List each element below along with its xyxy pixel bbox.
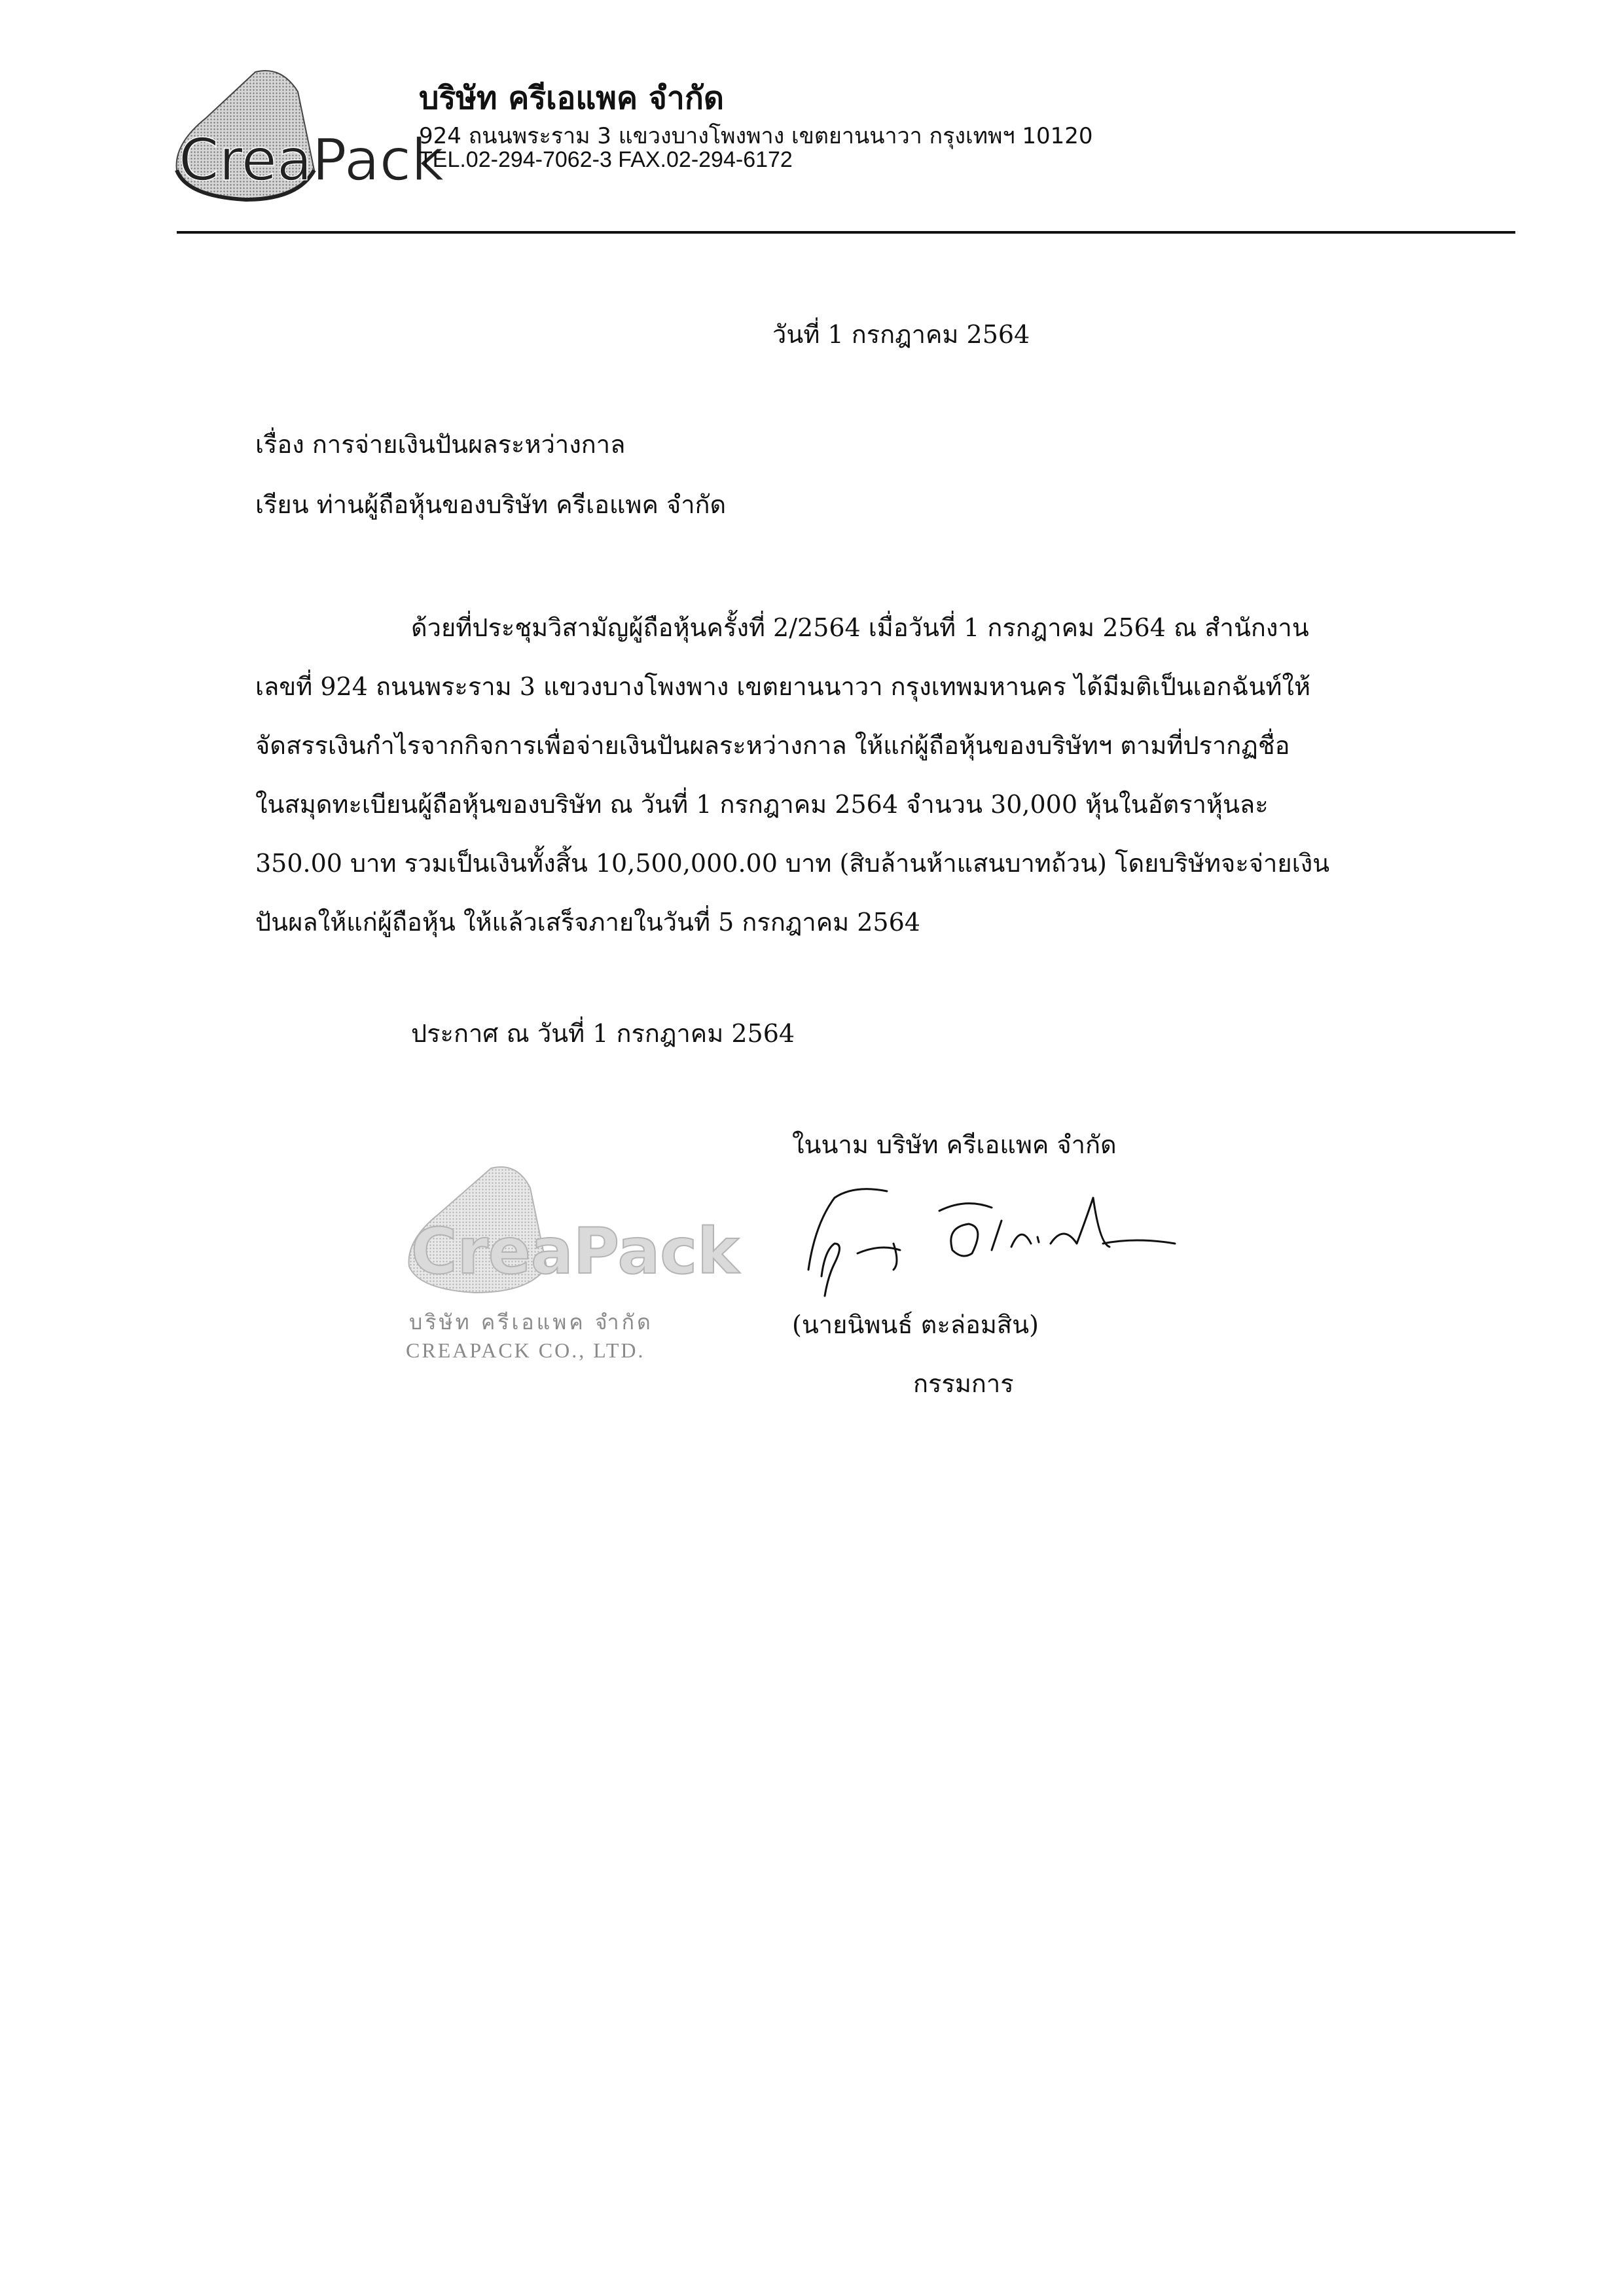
- letter-subject: เรื่อง การจ่ายเงินปันผลระหว่างกาล: [255, 430, 626, 459]
- signer-name: (นายนิพนธ์ ตะล่อมสิน): [792, 1310, 1039, 1339]
- stamp-english-name: CREAPACK CO., LTD.: [406, 1338, 645, 1362]
- letter-recipient: เรียน ท่านผู้ถือหุ้นของบริษัท ครีเอแพค จำกัด: [255, 490, 727, 519]
- company-name: บริษัท ครีเอแพค จำกัด: [419, 80, 725, 117]
- body-line: 350.00 บาท รวมเป็นเงินทั้งสิ้น 10,500,000.00 บาท (สิบล้านห้าแสนบาทถ้วน) โดยบริษัทจะจ่ายเงิน: [255, 849, 1330, 878]
- stamp-thai-name: บริษัท ครีเอแพค จำกัด: [409, 1310, 653, 1335]
- company-logo: [167, 65, 445, 206]
- company-phone-fax: TEL.02-294-7062-3 FAX.02-294-6172: [419, 147, 793, 172]
- announcement-date: ประกาศ ณ วันที่ 1 กรกฎาคม 2564: [411, 1019, 795, 1048]
- body-line: ด้วยที่ประชุมวิสามัญผู้ถือหุ้นครั้งที่ 2/2564 เมื่อวันที่ 1 กรกฎาคม 2564 ณ สำนักงาน: [411, 613, 1309, 642]
- body-line: เลขที่ 924 ถนนพระราม 3 แขวงบางโพงพาง เขตยานนาวา กรุงเทพมหานคร ได้มีมติเป็นเอกฉันท์ให้: [255, 672, 1311, 701]
- header-divider: [177, 231, 1515, 234]
- stamp-logo-text: CreaPack: [411, 1215, 739, 1288]
- logo-text-1: CreaPack: [179, 126, 445, 194]
- signature: [795, 1172, 1188, 1302]
- body-line: ในสมุดทะเบียนผู้ถือหุ้นของบริษัท ณ วันที่ 1 กรกฎาคม 2564 จำนวน 30,000 หุ้นในอัตราหุ้นละ: [255, 790, 1269, 819]
- company-address: 924 ถนนพระราม 3 แขวงบางโพงพาง เขตยานนาวา กรุงเทพฯ 10120: [419, 123, 1093, 149]
- body-line: ปันผลให้แก่ผู้ถือหุ้น ให้แล้วเสร็จภายในวันที่ 5 กรกฎาคม 2564: [255, 908, 920, 937]
- on-behalf-line: ในนาม บริษัท ครีเอแพค จำกัด: [792, 1130, 1117, 1159]
- body-line: จัดสรรเงินกำไรจากกิจการเพื่อจ่ายเงินปันผลระหว่างกาล ให้แก่ผู้ถือหุ้นของบริษัทฯ ตามที่ปรากฏชื่อ: [255, 731, 1290, 760]
- signer-title: กรรมการ: [913, 1369, 1014, 1398]
- letter-date: วันที่ 1 กรกฎาคม 2564: [772, 320, 1030, 349]
